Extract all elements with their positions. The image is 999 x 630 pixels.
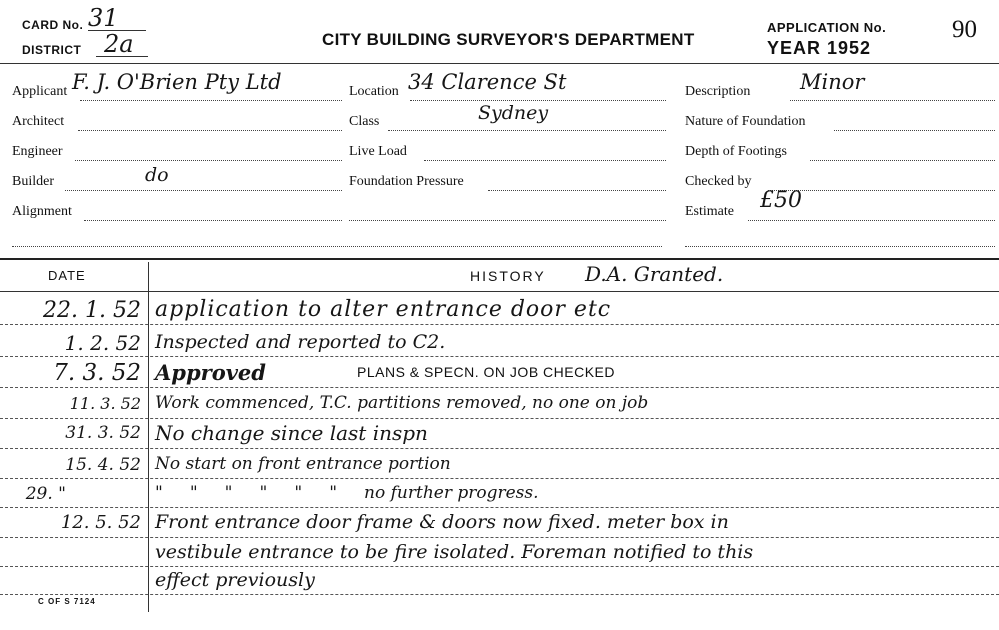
applicant-label: Applicant [12,84,68,99]
row-ruling [0,566,999,567]
checked-by-label: Checked by [685,174,752,189]
form-code: C OF S 7124 [38,597,96,606]
description-value: Minor [800,70,865,94]
applicant-line [80,100,342,101]
engineer-label: Engineer [12,144,63,159]
applicant-value: F. J. O'Brien Pty Ltd [72,70,282,94]
history-entry: " " " " " " no further progress. [155,483,539,503]
blank-line-col2 [349,220,666,221]
location-value: 34 Clarence St [408,70,567,94]
history-entry: Approved [155,360,266,385]
history-date: 1. 2. 52 [64,331,141,355]
row-ruling [0,478,999,479]
row-ruling [0,324,999,325]
history-note: D.A. Granted. [585,262,724,286]
history-date: 15. 4. 52 [65,455,141,475]
live-load-label: Live Load [349,144,407,159]
architect-line [78,130,342,131]
date-column-header: DATE [48,268,86,283]
alignment-line [84,220,342,221]
foundation-pressure-line [488,190,666,191]
row-ruling [0,418,999,419]
application-number-label: APPLICATION No. [767,20,887,35]
district-underline [96,56,148,57]
history-entry: Front entrance door frame & doors now fixed. meter box in [155,511,729,533]
history-date: 7. 3. 52 [53,360,141,386]
history-column-header: HISTORY [470,268,546,284]
blank-line-bottom [12,246,662,247]
location-line [410,100,666,101]
card-number-value: 31 [88,4,119,32]
checked-by-line [768,190,995,191]
estimate-label: Estimate [685,204,734,219]
row-ruling [0,537,999,538]
estimate-value: £50 [760,188,802,213]
live-load-line [424,160,666,161]
history-date: 29. " [25,484,66,504]
history-header-divider [0,291,999,292]
history-entry: No change since last inspn [155,421,428,445]
row-ruling [0,594,999,595]
history-entry: application to alter entrance door etc [155,297,612,322]
estimate-line [748,220,995,221]
nature-line [834,130,995,131]
history-date: 31. 3. 52 [65,423,141,443]
history-entry: vestibule entrance to be fire isolated. Foreman notified to this [155,541,754,563]
card-number-label: CARD No. [22,18,84,32]
depth-line [810,160,995,161]
nature-of-foundation-label: Nature of Foundation [685,114,806,129]
district-label: DISTRICT [22,43,82,57]
year-label: YEAR 1952 [767,38,872,58]
location-value-line2: Sydney [478,102,549,124]
department-title: CITY BUILDING SURVEYOR'S DEPARTMENT [322,30,695,49]
builder-label: Builder [12,174,54,189]
history-date: 11. 3. 52 [69,394,141,413]
location-label: Location [349,84,399,99]
row-ruling [0,448,999,449]
row-ruling [0,356,999,357]
date-column-divider [148,262,149,612]
history-entry: Inspected and reported to C2. [155,331,446,353]
history-entry: Work commenced, T.C. partitions removed, no one on job [155,393,649,413]
depth-of-footings-label: Depth of Footings [685,144,787,159]
description-line [790,100,995,101]
application-number-value: 90 [952,16,977,43]
builder-line [65,190,342,191]
row-ruling [0,387,999,388]
engineer-line [75,160,342,161]
history-date: 22. 1. 52 [43,298,141,323]
history-date: 12. 5. 52 [60,512,141,533]
foundation-pressure-label: Foundation Pressure [349,174,464,189]
architect-label: Architect [12,114,65,129]
row-ruling [0,507,999,508]
history-entry: No start on front entrance portion [155,454,451,474]
alignment-label: Alignment [12,204,72,219]
history-top-border [0,258,999,260]
district-value: 2a [104,30,134,58]
description-label: Description [685,84,751,99]
class-label: Class [349,114,380,129]
class-line [388,130,666,131]
history-entry: effect previously [155,569,315,591]
plans-checked-stamp: PLANS & SPECN. ON JOB CHECKED [357,364,616,380]
blank-line-bottom-right [685,246,995,247]
header-divider [0,63,999,64]
builder-value: do [145,164,169,186]
